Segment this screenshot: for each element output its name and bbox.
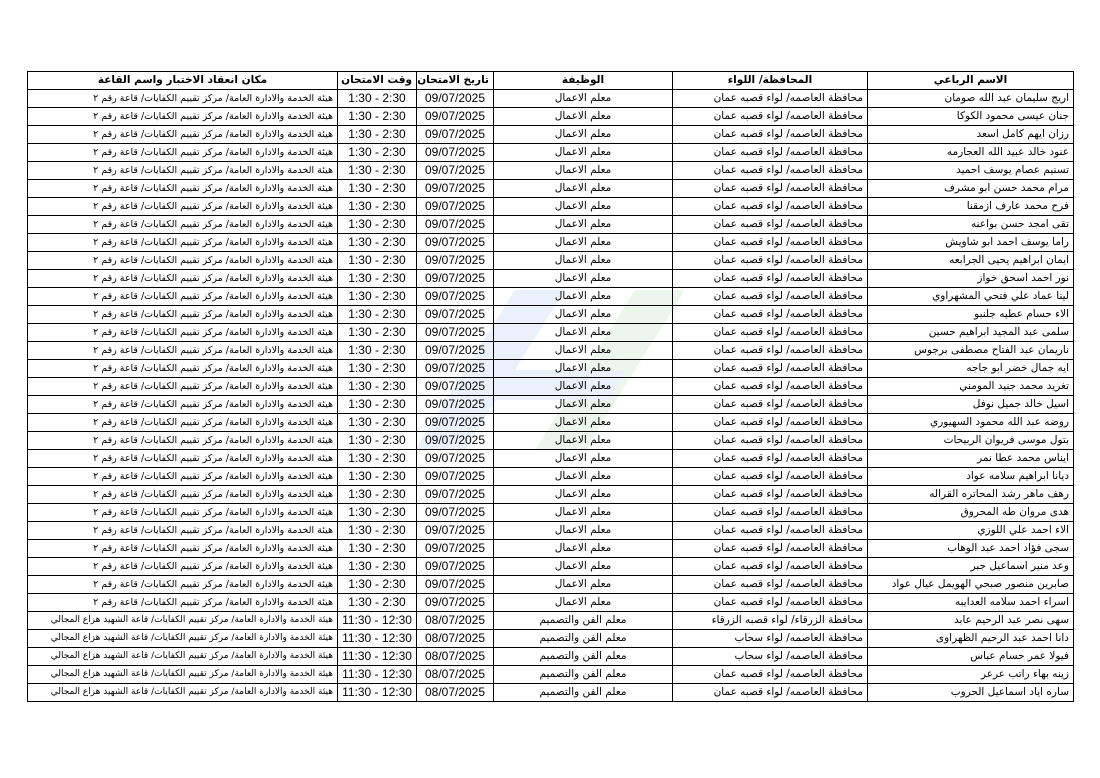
cell-name: راما يوسف احمد ابو شاويش <box>868 234 1074 252</box>
table-row <box>28 288 1074 306</box>
cell-time: 2:30 - 1:30 <box>338 144 417 162</box>
cell-job: معلم الفن والتصميم <box>494 684 673 702</box>
table-row <box>28 612 1074 630</box>
cell-name: تسنيم عصام يوسف احميد <box>868 162 1074 180</box>
cell-date: 09/07/2025 <box>417 396 494 414</box>
cell-name: ديانا ابراهيم سلامه عواد <box>868 468 1074 486</box>
cell-time: 2:30 - 1:30 <box>338 540 417 558</box>
cell-job: معلم الاعمال <box>494 108 673 126</box>
table-row <box>28 540 1074 558</box>
table-row <box>28 252 1074 270</box>
cell-name: نور احمد اسحق خواز <box>868 270 1074 288</box>
cell-name: الاء حسام عطيه جلنبو <box>868 306 1074 324</box>
cell-place: هيئة الخدمة والادارة العامة/ مركز تقييم الكفايات/ قاعة رقم ٢ <box>28 90 338 108</box>
cell-governorate: محافظة العاصمه/ لواء قصبه عمان <box>673 522 868 540</box>
cell-name: تغريد محمد جنيد المومني <box>868 378 1074 396</box>
cell-governorate: محافظة العاصمه/ لواء قصبه عمان <box>673 558 868 576</box>
table-row <box>28 594 1074 612</box>
cell-governorate: محافظة العاصمه/ لواء قصبه عمان <box>673 450 868 468</box>
cell-governorate: محافظة العاصمه/ لواء قصبه عمان <box>673 378 868 396</box>
cell-time: 12:30 - 11:30 <box>338 666 417 684</box>
cell-time: 2:30 - 1:30 <box>338 558 417 576</box>
cell-time: 2:30 - 1:30 <box>338 432 417 450</box>
cell-place: هيئة الخدمة والادارة العامة/ مركز تقييم الكفايات/ قاعة رقم ٢ <box>28 486 338 504</box>
header-time: وقت الامتحان <box>338 72 417 90</box>
table-row <box>28 666 1074 684</box>
cell-place: هيئة الخدمة والادارة العامة/ مركز تقييم الكفايات/ قاعة رقم ٢ <box>28 396 338 414</box>
cell-job: معلم الاعمال <box>494 468 673 486</box>
cell-job: معلم الاعمال <box>494 540 673 558</box>
cell-governorate: محافظة العاصمه/ لواء قصبه عمان <box>673 180 868 198</box>
table-row <box>28 234 1074 252</box>
cell-place: هيئة الخدمة والادارة العامة/ مركز تقييم الكفايات/ قاعة رقم ٢ <box>28 522 338 540</box>
cell-time: 2:30 - 1:30 <box>338 504 417 522</box>
cell-governorate: محافظة العاصمه/ لواء قصبه عمان <box>673 162 868 180</box>
cell-governorate: محافظة العاصمه/ لواء قصبه عمان <box>673 486 868 504</box>
cell-date: 09/07/2025 <box>417 90 494 108</box>
cell-job: معلم الاعمال <box>494 234 673 252</box>
cell-time: 2:30 - 1:30 <box>338 468 417 486</box>
cell-place: هيئة الخدمة والادارة العامة/ مركز تقييم الكفايات/ قاعة الشهيد هزاع المجالي <box>28 630 338 648</box>
table-row <box>28 90 1074 108</box>
cell-job: معلم الاعمال <box>494 162 673 180</box>
cell-job: معلم الاعمال <box>494 396 673 414</box>
cell-job: معلم الاعمال <box>494 198 673 216</box>
cell-place: هيئة الخدمة والادارة العامة/ مركز تقييم الكفايات/ قاعة رقم ٢ <box>28 198 338 216</box>
table-row <box>28 162 1074 180</box>
table-row <box>28 342 1074 360</box>
cell-governorate: محافظة العاصمه/ لواء سحاب <box>673 648 868 666</box>
cell-time: 2:30 - 1:30 <box>338 198 417 216</box>
cell-name: فرح محمد عارف ازمقنا <box>868 198 1074 216</box>
cell-job: معلم الاعمال <box>494 576 673 594</box>
cell-time: 2:30 - 1:30 <box>338 324 417 342</box>
table-row <box>28 360 1074 378</box>
cell-job: معلم الاعمال <box>494 504 673 522</box>
cell-name: بتول موسى فريوان الربيحات <box>868 432 1074 450</box>
table-row <box>28 468 1074 486</box>
cell-governorate: محافظة العاصمه/ لواء قصبه عمان <box>673 288 868 306</box>
cell-date: 09/07/2025 <box>417 270 494 288</box>
cell-time: 12:30 - 11:30 <box>338 612 417 630</box>
cell-place: هيئة الخدمة والادارة العامة/ مركز تقييم الكفايات/ قاعة الشهيد هزاع المجالي <box>28 684 338 702</box>
cell-time: 12:30 - 11:30 <box>338 648 417 666</box>
cell-governorate: محافظة العاصمه/ لواء قصبه عمان <box>673 126 868 144</box>
cell-date: 09/07/2025 <box>417 360 494 378</box>
cell-time: 2:30 - 1:30 <box>338 576 417 594</box>
cell-job: معلم الفن والتصميم <box>494 666 673 684</box>
cell-name: رهف ماهر رشد المحاتره القراله <box>868 486 1074 504</box>
cell-date: 09/07/2025 <box>417 306 494 324</box>
cell-time: 2:30 - 1:30 <box>338 378 417 396</box>
cell-place: هيئة الخدمة والادارة العامة/ مركز تقييم الكفايات/ قاعة رقم ٢ <box>28 360 338 378</box>
cell-time: 12:30 - 11:30 <box>338 630 417 648</box>
cell-name: صابرين منصور صبحي الهويمل عيال عواد <box>868 576 1074 594</box>
cell-time: 2:30 - 1:30 <box>338 126 417 144</box>
cell-name: الاء احمد علي اللوزي <box>868 522 1074 540</box>
cell-job: معلم الاعمال <box>494 378 673 396</box>
table-row <box>28 306 1074 324</box>
cell-date: 09/07/2025 <box>417 198 494 216</box>
table-row <box>28 522 1074 540</box>
cell-date: 09/07/2025 <box>417 126 494 144</box>
table-row <box>28 414 1074 432</box>
cell-place: هيئة الخدمة والادارة العامة/ مركز تقييم الكفايات/ قاعة رقم ٢ <box>28 450 338 468</box>
cell-name: ايمان ابراهيم يحيى الجرابعه <box>868 252 1074 270</box>
cell-governorate: محافظة العاصمه/ لواء قصبه عمان <box>673 234 868 252</box>
cell-job: معلم الاعمال <box>494 288 673 306</box>
cell-job: معلم الاعمال <box>494 558 673 576</box>
cell-time: 2:30 - 1:30 <box>338 90 417 108</box>
cell-name: سجى فؤاد احمد عبد الوهاب <box>868 540 1074 558</box>
cell-date: 09/07/2025 <box>417 378 494 396</box>
cell-governorate: محافظة العاصمه/ لواء سحاب <box>673 630 868 648</box>
cell-name: لينا عماد علي فتحي المشهراوي <box>868 288 1074 306</box>
cell-place: هيئة الخدمة والادارة العامة/ مركز تقييم الكفايات/ قاعة رقم ٢ <box>28 378 338 396</box>
cell-name: ايناس محمد عطا نمر <box>868 450 1074 468</box>
cell-job: معلم الاعمال <box>494 126 673 144</box>
table-body <box>28 90 1074 702</box>
table-row <box>28 648 1074 666</box>
cell-place: هيئة الخدمة والادارة العامة/ مركز تقييم الكفايات/ قاعة رقم ٢ <box>28 288 338 306</box>
cell-job: معلم الاعمال <box>494 594 673 612</box>
cell-name: جنان عيسى محمود الكوكا <box>868 108 1074 126</box>
cell-job: معلم الاعمال <box>494 216 673 234</box>
cell-job: معلم الاعمال <box>494 252 673 270</box>
table-row <box>28 198 1074 216</box>
cell-name: اريج سليمان عبد الله صومان <box>868 90 1074 108</box>
cell-date: 09/07/2025 <box>417 144 494 162</box>
cell-name: رزان ايهم كامل اسعد <box>868 126 1074 144</box>
cell-governorate: محافظة العاصمه/ لواء قصبه عمان <box>673 144 868 162</box>
cell-date: 09/07/2025 <box>417 504 494 522</box>
cell-governorate: محافظة العاصمه/ لواء قصبه عمان <box>673 414 868 432</box>
table-row <box>28 558 1074 576</box>
cell-governorate: محافظة العاصمه/ لواء قصبه عمان <box>673 396 868 414</box>
cell-governorate: محافظة العاصمه/ لواء قصبه عمان <box>673 90 868 108</box>
cell-place: هيئة الخدمة والادارة العامة/ مركز تقييم الكفايات/ قاعة الشهيد هزاع المجالي <box>28 612 338 630</box>
table-row <box>28 108 1074 126</box>
cell-time: 2:30 - 1:30 <box>338 216 417 234</box>
cell-date: 09/07/2025 <box>417 180 494 198</box>
cell-place: هيئة الخدمة والادارة العامة/ مركز تقييم الكفايات/ قاعة رقم ٢ <box>28 414 338 432</box>
cell-place: هيئة الخدمة والادارة العامة/ مركز تقييم الكفايات/ قاعة رقم ٢ <box>28 342 338 360</box>
table-row <box>28 378 1074 396</box>
cell-name: ناريمان عبد الفتاح مصطفى برجوس <box>868 342 1074 360</box>
cell-time: 2:30 - 1:30 <box>338 234 417 252</box>
cell-governorate: محافظة العاصمه/ لواء قصبه عمان <box>673 324 868 342</box>
table-row <box>28 432 1074 450</box>
cell-place: هيئة الخدمة والادارة العامة/ مركز تقييم الكفايات/ قاعة رقم ٢ <box>28 144 338 162</box>
cell-governorate: محافظة العاصمه/ لواء قصبه عمان <box>673 666 868 684</box>
cell-governorate: محافظة العاصمه/ لواء قصبه عمان <box>673 432 868 450</box>
cell-date: 09/07/2025 <box>417 450 494 468</box>
cell-time: 2:30 - 1:30 <box>338 594 417 612</box>
cell-place: هيئة الخدمة والادارة العامة/ مركز تقييم الكفايات/ قاعة رقم ٢ <box>28 234 338 252</box>
cell-place: هيئة الخدمة والادارة العامة/ مركز تقييم الكفايات/ قاعة رقم ٢ <box>28 126 338 144</box>
header-governorate: المحافظة/ اللواء <box>673 72 868 90</box>
cell-date: 09/07/2025 <box>417 216 494 234</box>
cell-governorate: محافظة العاصمه/ لواء قصبه عمان <box>673 594 868 612</box>
cell-date: 08/07/2025 <box>417 666 494 684</box>
cell-date: 08/07/2025 <box>417 612 494 630</box>
cell-name: فيولا عمر حسام عباس <box>868 648 1074 666</box>
cell-governorate: محافظة العاصمه/ لواء قصبه عمان <box>673 468 868 486</box>
cell-time: 2:30 - 1:30 <box>338 522 417 540</box>
cell-time: 2:30 - 1:30 <box>338 270 417 288</box>
cell-job: معلم الاعمال <box>494 324 673 342</box>
cell-date: 09/07/2025 <box>417 342 494 360</box>
table-row <box>28 324 1074 342</box>
cell-governorate: محافظة العاصمه/ لواء قصبه عمان <box>673 306 868 324</box>
table-header-row <box>28 72 1074 90</box>
cell-date: 08/07/2025 <box>417 630 494 648</box>
cell-time: 2:30 - 1:30 <box>338 288 417 306</box>
cell-job: معلم الاعمال <box>494 360 673 378</box>
cell-name: سلمى عبد المجيد ابراهيم حسين <box>868 324 1074 342</box>
cell-place: هيئة الخدمة والادارة العامة/ مركز تقييم الكفايات/ قاعة رقم ٢ <box>28 252 338 270</box>
cell-place: هيئة الخدمة والادارة العامة/ مركز تقييم الكفايات/ قاعة رقم ٢ <box>28 270 338 288</box>
cell-place: هيئة الخدمة والادارة العامة/ مركز تقييم الكفايات/ قاعة رقم ٢ <box>28 162 338 180</box>
header-date: تاريخ الامتحان <box>417 72 494 90</box>
cell-governorate: محافظة العاصمه/ لواء قصبه عمان <box>673 252 868 270</box>
cell-place: هيئة الخدمة والادارة العامة/ مركز تقييم الكفايات/ قاعة رقم ٢ <box>28 108 338 126</box>
table-row <box>28 216 1074 234</box>
table-row <box>28 576 1074 594</box>
cell-date: 09/07/2025 <box>417 486 494 504</box>
cell-governorate: محافظة الزرقاء/ لواء قصبه الزرقاء <box>673 612 868 630</box>
cell-name: زينه بهاء راتب عرعر <box>868 666 1074 684</box>
cell-name: دانا احمد عبد الرحيم الظهراوى <box>868 630 1074 648</box>
cell-date: 09/07/2025 <box>417 468 494 486</box>
cell-time: 2:30 - 1:30 <box>338 252 417 270</box>
cell-place: هيئة الخدمة والادارة العامة/ مركز تقييم الكفايات/ قاعة رقم ٢ <box>28 594 338 612</box>
cell-job: معلم الاعمال <box>494 450 673 468</box>
table-row <box>28 630 1074 648</box>
cell-name: روضه عبد الله محمود السهيوري <box>868 414 1074 432</box>
cell-time: 2:30 - 1:30 <box>338 414 417 432</box>
cell-place: هيئة الخدمة والادارة العامة/ مركز تقييم الكفايات/ قاعة رقم ٢ <box>28 216 338 234</box>
cell-date: 08/07/2025 <box>417 648 494 666</box>
cell-place: هيئة الخدمة والادارة العامة/ مركز تقييم الكفايات/ قاعة الشهيد هزاع المجالي <box>28 648 338 666</box>
table-row <box>28 450 1074 468</box>
cell-job: معلم الاعمال <box>494 486 673 504</box>
cell-time: 2:30 - 1:30 <box>338 486 417 504</box>
cell-job: معلم الفن والتصميم <box>494 648 673 666</box>
cell-time: 12:30 - 11:30 <box>338 684 417 702</box>
cell-date: 09/07/2025 <box>417 288 494 306</box>
cell-job: معلم الاعمال <box>494 342 673 360</box>
cell-name: اسيل خالد جميل نوفل <box>868 396 1074 414</box>
cell-place: هيئة الخدمة والادارة العامة/ مركز تقييم الكفايات/ قاعة رقم ٢ <box>28 504 338 522</box>
cell-time: 2:30 - 1:30 <box>338 360 417 378</box>
cell-date: 09/07/2025 <box>417 540 494 558</box>
table-row <box>28 396 1074 414</box>
cell-job: معلم الاعمال <box>494 144 673 162</box>
cell-date: 09/07/2025 <box>417 594 494 612</box>
cell-place: هيئة الخدمة والادارة العامة/ مركز تقييم الكفايات/ قاعة رقم ٢ <box>28 540 338 558</box>
cell-date: 09/07/2025 <box>417 414 494 432</box>
cell-governorate: محافظة العاصمه/ لواء قصبه عمان <box>673 684 868 702</box>
cell-job: معلم الاعمال <box>494 270 673 288</box>
cell-place: هيئة الخدمة والادارة العامة/ مركز تقييم الكفايات/ قاعة الشهيد هزاع المجالي <box>28 666 338 684</box>
cell-name: اسراء احمد سلامه العدايبه <box>868 594 1074 612</box>
cell-time: 2:30 - 1:30 <box>338 180 417 198</box>
cell-time: 2:30 - 1:30 <box>338 162 417 180</box>
cell-date: 09/07/2025 <box>417 108 494 126</box>
cell-name: مرام محمد حسن ابو مشرف <box>868 180 1074 198</box>
cell-governorate: محافظة العاصمه/ لواء قصبه عمان <box>673 342 868 360</box>
cell-governorate: محافظة العاصمه/ لواء قصبه عمان <box>673 504 868 522</box>
cell-governorate: محافظة العاصمه/ لواء قصبه عمان <box>673 360 868 378</box>
cell-time: 2:30 - 1:30 <box>338 306 417 324</box>
table-row <box>28 486 1074 504</box>
cell-governorate: محافظة العاصمه/ لواء قصبه عمان <box>673 216 868 234</box>
cell-job: معلم الفن والتصميم <box>494 612 673 630</box>
cell-job: معلم الفن والتصميم <box>494 630 673 648</box>
cell-job: معلم الاعمال <box>494 432 673 450</box>
cell-date: 09/07/2025 <box>417 252 494 270</box>
table-row <box>28 684 1074 702</box>
table-row <box>28 504 1074 522</box>
cell-job: معلم الاعمال <box>494 414 673 432</box>
table-row <box>28 270 1074 288</box>
cell-job: معلم الاعمال <box>494 522 673 540</box>
cell-name: تقى امجد حسن بواعنه <box>868 216 1074 234</box>
cell-name: هدى مروان طه المحروق <box>868 504 1074 522</box>
exam-schedule-table <box>27 71 1074 702</box>
cell-place: هيئة الخدمة والادارة العامة/ مركز تقييم الكفايات/ قاعة رقم ٢ <box>28 576 338 594</box>
cell-time: 2:30 - 1:30 <box>338 342 417 360</box>
cell-date: 09/07/2025 <box>417 234 494 252</box>
cell-name: سهى نصر عبد الرحيم عابد <box>868 612 1074 630</box>
cell-governorate: محافظة العاصمه/ لواء قصبه عمان <box>673 108 868 126</box>
cell-name: ايه جمال خضر ابو جاجه <box>868 360 1074 378</box>
cell-job: معلم الاعمال <box>494 90 673 108</box>
cell-place: هيئة الخدمة والادارة العامة/ مركز تقييم الكفايات/ قاعة رقم ٢ <box>28 180 338 198</box>
cell-governorate: محافظة العاصمه/ لواء قصبه عمان <box>673 270 868 288</box>
cell-name: عنود خالد عبيد الله العجارمه <box>868 144 1074 162</box>
cell-time: 2:30 - 1:30 <box>338 450 417 468</box>
exam-schedule-sheet <box>27 71 1073 702</box>
cell-date: 09/07/2025 <box>417 432 494 450</box>
cell-date: 09/07/2025 <box>417 162 494 180</box>
cell-name: وعد منير اسماعيل جبر <box>868 558 1074 576</box>
cell-place: هيئة الخدمة والادارة العامة/ مركز تقييم الكفايات/ قاعة رقم ٢ <box>28 468 338 486</box>
cell-governorate: محافظة العاصمه/ لواء قصبه عمان <box>673 540 868 558</box>
cell-time: 2:30 - 1:30 <box>338 108 417 126</box>
header-job: الوظيفة <box>494 72 673 90</box>
table-row <box>28 180 1074 198</box>
cell-date: 09/07/2025 <box>417 522 494 540</box>
cell-date: 09/07/2025 <box>417 558 494 576</box>
cell-date: 09/07/2025 <box>417 576 494 594</box>
cell-time: 2:30 - 1:30 <box>338 396 417 414</box>
cell-place: هيئة الخدمة والادارة العامة/ مركز تقييم الكفايات/ قاعة رقم ٢ <box>28 558 338 576</box>
cell-place: هيئة الخدمة والادارة العامة/ مركز تقييم الكفايات/ قاعة رقم ٢ <box>28 432 338 450</box>
cell-governorate: محافظة العاصمه/ لواء قصبه عمان <box>673 576 868 594</box>
cell-date: 09/07/2025 <box>417 324 494 342</box>
header-place: مكان انعقاد الاختبار واسم القاعة <box>28 72 338 90</box>
header-name: الاسم الرباعي <box>868 72 1074 90</box>
cell-job: معلم الاعمال <box>494 306 673 324</box>
table-row <box>28 144 1074 162</box>
cell-job: معلم الاعمال <box>494 180 673 198</box>
cell-place: هيئة الخدمة والادارة العامة/ مركز تقييم الكفايات/ قاعة رقم ٢ <box>28 306 338 324</box>
cell-governorate: محافظة العاصمه/ لواء قصبه عمان <box>673 198 868 216</box>
cell-place: هيئة الخدمة والادارة العامة/ مركز تقييم الكفايات/ قاعة رقم ٢ <box>28 324 338 342</box>
table-row <box>28 126 1074 144</box>
cell-date: 08/07/2025 <box>417 684 494 702</box>
cell-name: ساره اياد اسماعيل الحروب <box>868 684 1074 702</box>
